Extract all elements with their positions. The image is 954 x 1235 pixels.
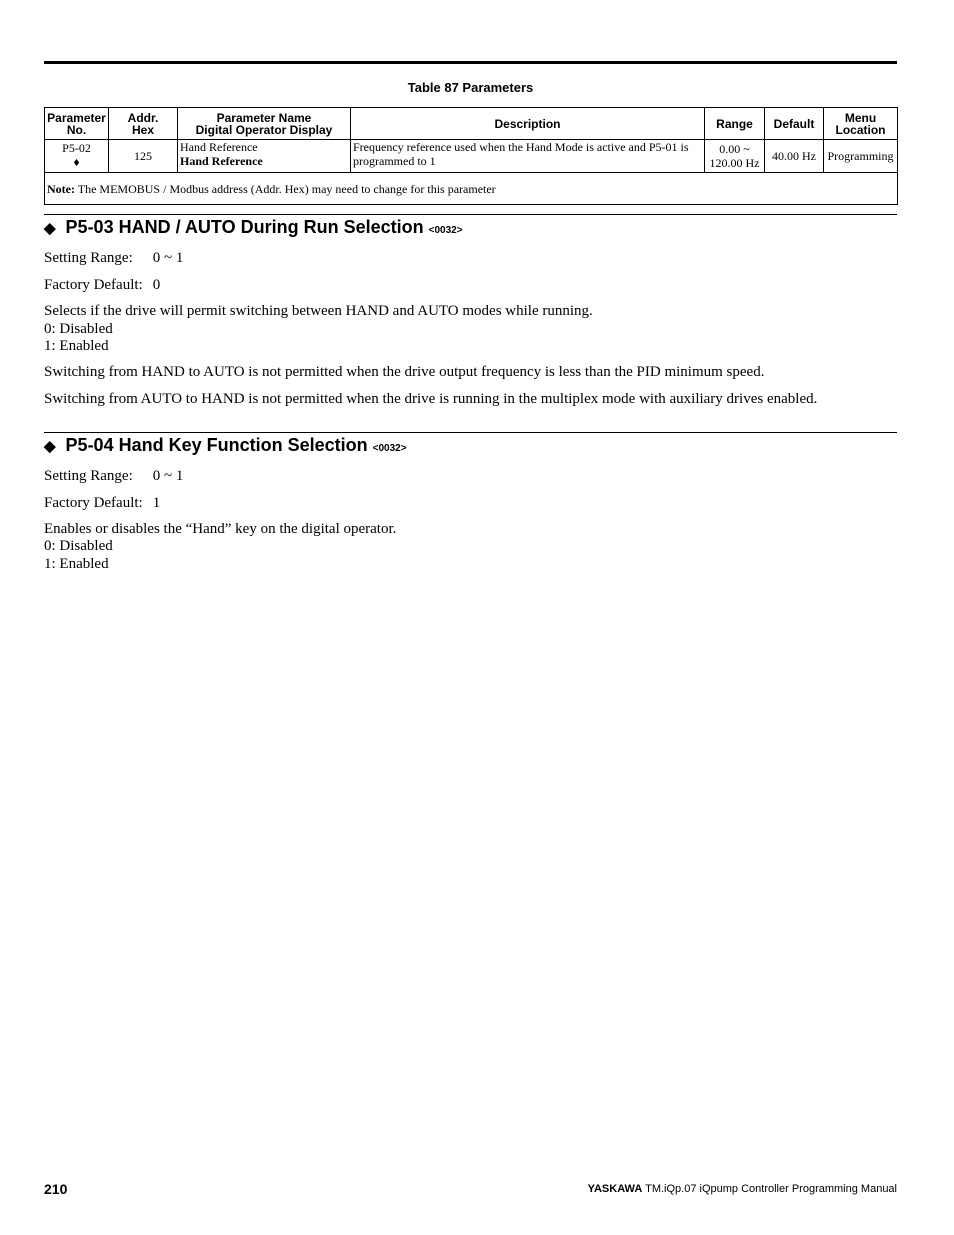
parameters-table [44,107,898,205]
diamond-icon: ◆ [44,438,56,455]
header-menu-location: Menu Location [824,108,898,140]
brand-name: YASKAWA [587,1183,643,1195]
cell-menu-location: Programming [824,140,898,173]
diamond-icon: ♦ [73,155,80,169]
header-default: Default [765,108,824,140]
parameter-name: Hand Reference [180,140,258,154]
header-description: Description [351,108,705,140]
cell-parameter-no [45,140,109,173]
section-description: Selects if the drive will permit switching between HAND and AUTO modes while running. [44,303,593,319]
cell-addr: 125 [109,140,178,173]
table-note: Note: The MEMOBUS / Modbus address (Addr. Hex) may need to change for this parameter [45,173,898,205]
option-enabled: 1: Enabled [44,338,109,354]
cell-parameter-name [178,140,351,173]
cell-description: Frequency reference used when the Hand Mode is active and P5-01 is programmed to 1 [351,140,705,173]
table-note-row [45,173,898,205]
section-rule [44,214,897,215]
section-heading-p5-04 [44,434,407,460]
section-description: Enables or disables the “Hand” key on the digital operator. [44,521,397,537]
section-rule [44,432,897,433]
setting-range: Setting Range: 0 ~ 1 [44,468,184,484]
section-title: P5-03 HAND / AUTO During Run Selection [65,217,424,237]
option-disabled: 0: Disabled [44,538,113,554]
header-parameter-name: Parameter Name Digital Operator Display [178,108,351,140]
setting-range: Setting Range: 0 ~ 1 [44,250,184,266]
table-row [45,140,898,173]
table-caption: Table 87 Parameters [407,80,534,95]
factory-default: Factory Default: 0 [44,277,161,293]
header-range: Range [705,108,765,140]
option-disabled: 0: Disabled [44,321,113,337]
factory-default: Factory Default: 1 [44,495,161,511]
table-header-row [45,108,898,140]
operator-display: Hand Reference [180,154,263,168]
option-enabled: 1: Enabled [44,556,109,572]
parameter-no: P5-02 [62,141,91,155]
section-code: <0032> [372,443,407,454]
top-rule [44,61,897,64]
section-title: P5-04 Hand Key Function Selection [65,435,368,455]
page-number: 210 [44,1181,68,1197]
diamond-icon: ◆ [44,220,56,237]
paragraph: Switching from HAND to AUTO is not permitted when the drive output frequency is less than the PID minimum speed. [44,364,765,380]
cell-range: 0.00 ~ 120.00 Hz [705,140,765,173]
header-parameter-no: Parameter No. [45,108,109,140]
section-heading-p5-03 [44,216,463,242]
paragraph: Switching from AUTO to HAND is not permitted when the drive is running in the multiplex mode with auxiliary drives enabled. [44,391,818,407]
footer-manual-title: YASKAWA TM.iQp.07 iQpump Controller Programming Manual [587,1183,897,1195]
section-code: <0032> [428,225,463,236]
header-addr-hex: Addr. Hex [109,108,178,140]
cell-default: 40.00 Hz [765,140,824,173]
